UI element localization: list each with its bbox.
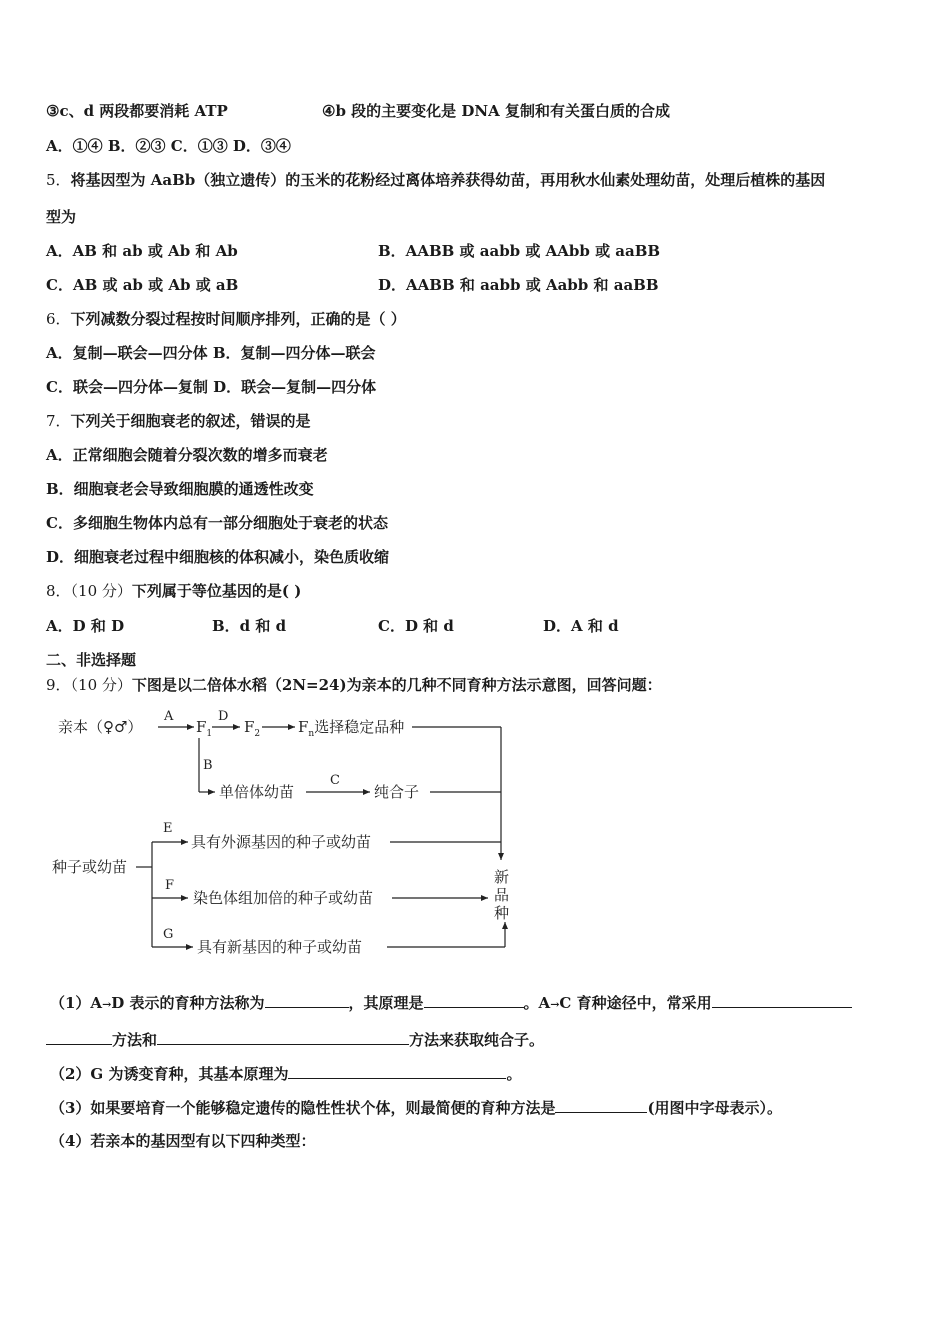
sub2-part-b: 。 xyxy=(506,1065,522,1083)
q7-option-c: C．多细胞生物体内总有一部分细胞处于衰老的状态 xyxy=(46,514,388,532)
sub-question-1 xyxy=(50,991,852,1016)
q8-number: 8．（10 分） xyxy=(46,582,132,600)
label-parent: 亲本（♀♂） xyxy=(58,718,143,736)
label-new-2: 品 xyxy=(494,886,510,904)
label-e-text: 具有外源基因的种子或幼苗 xyxy=(191,833,372,851)
q5-text: 将基因型为 AaBb（独立遗传）的玉米的花粉经过离体培养获得幼苗，再用秋水仙素处理幼苗，处理后植株的基因 xyxy=(70,171,826,189)
statement-4: ④b 段的主要变化是 DNA 复制和有关蛋白质的合成 xyxy=(322,102,670,120)
label-fn: $F_n$选择稳定品种 xyxy=(298,718,405,739)
label-pure: 纯合子 xyxy=(374,783,420,801)
q5-option-a: A．AB 和 ab 或 Ab 和 Ab xyxy=(46,242,238,260)
q8-option-c: C．D 和 d xyxy=(378,617,454,635)
blank-5[interactable] xyxy=(288,1062,506,1079)
q5-option-d: D．AABB 和 aabb 或 Aabb 和 aaBB xyxy=(378,276,659,294)
sub-question-1-continued xyxy=(46,1028,544,1051)
label-g-text: 具有新基因的种子或幼苗 xyxy=(197,938,363,956)
q6-options-cd: C．联会—四分体—复制 D．联会—复制—四分体 xyxy=(46,378,377,396)
label-seed: 种子或幼苗 xyxy=(52,858,128,876)
q7-text: 下列关于细胞衰老的叙述，错误的是 xyxy=(70,412,311,430)
q5-option-b: B．AABB 或 aabb 或 AAbb 或 aaBB xyxy=(378,242,661,260)
blank-3-continued[interactable] xyxy=(46,1028,112,1045)
q6-number: 6． xyxy=(46,310,71,328)
sub-question-2 xyxy=(50,1062,522,1085)
q9-text: 下图是以二倍体水稻（2N=24)为亲本的几种不同育种方法示意图，回答问题： xyxy=(131,676,662,694)
q8-text: 下列属于等位基因的是( ) xyxy=(131,582,302,600)
label-c: C xyxy=(330,773,340,788)
blank-3[interactable] xyxy=(712,991,852,1008)
label-f-text: 染色体组加倍的种子或幼苗 xyxy=(193,889,374,907)
label-a: A xyxy=(164,709,174,724)
q7-stem xyxy=(46,410,311,432)
q7-option-d: D．细胞衰老过程中细胞核的体积减小，染色质收缩 xyxy=(46,548,390,566)
sub1-part-e: C 育种途径中，常采用 xyxy=(559,994,712,1012)
sub2-part-a: （2）G 为诱变育种，其基本原理为 xyxy=(50,1065,289,1083)
q5-stem-continued: 型为 xyxy=(46,208,77,226)
q7-option-b: B．细胞衰老会导致细胞膜的通透性改变 xyxy=(46,480,314,498)
q7-number: 7． xyxy=(46,412,71,430)
label-f: F xyxy=(165,878,175,893)
q8-option-b: B．d 和 d xyxy=(212,617,287,635)
arrow-glyph-2: → xyxy=(550,998,560,1011)
q9-number: 9．（10 分） xyxy=(46,676,132,694)
q8-stem xyxy=(46,580,301,602)
sub1-part-d: 。A xyxy=(523,994,551,1012)
sub1-part-g: 方法来获取纯合子。 xyxy=(409,1031,545,1049)
label-e: E xyxy=(163,821,173,836)
q5-stem xyxy=(46,169,825,191)
q8-option-a: A．D 和 D xyxy=(46,617,125,635)
sub1-part-b: D 表示的育种方法称为 xyxy=(111,994,265,1012)
q6-stem xyxy=(46,308,406,330)
statement-3: ③c、d 两段都要消耗 ATP xyxy=(46,102,228,120)
breeding-diagram xyxy=(0,700,560,965)
q5-option-c: C．AB 或 ab 或 Ab 或 aB xyxy=(46,276,239,294)
label-new-3: 种 xyxy=(494,904,510,922)
sub1-part-a: （1）A xyxy=(50,994,103,1012)
sub-question-4: （4）若亲本的基因型有以下四种类型： xyxy=(50,1132,316,1150)
blank-6[interactable] xyxy=(555,1096,647,1113)
q6-options-ab: A．复制—联会—四分体 B．复制—四分体—联会 xyxy=(46,344,376,362)
label-d: D xyxy=(218,709,229,724)
label-f2: $F_2$ xyxy=(244,718,261,739)
sub1-part-c: ，其原理是 xyxy=(348,994,424,1012)
q6-text: 下列减数分裂过程按时间顺序排列，正确的是（ ） xyxy=(70,310,406,328)
arrow-glyph-1: → xyxy=(102,998,112,1011)
q8-option-d: D．A 和 d xyxy=(543,617,619,635)
q9-stem xyxy=(46,674,662,696)
blank-1[interactable] xyxy=(265,991,349,1008)
sub3-part-b: (用图中字母表示）。 xyxy=(647,1099,783,1117)
q5-number: 5． xyxy=(46,171,71,189)
sub-question-3 xyxy=(50,1096,782,1119)
q4-options: A．①④ B．②③ C．①③ D．③④ xyxy=(46,137,291,155)
q7-option-a: A．正常细胞会随着分裂次数的增多而衰老 xyxy=(46,446,328,464)
blank-2[interactable] xyxy=(424,991,524,1008)
sub3-part-a: （3）如果要培育一个能够稳定遗传的隐性性状个体，则最简便的育种方法是 xyxy=(50,1099,556,1117)
label-g: G xyxy=(163,927,174,942)
label-b: B xyxy=(203,758,213,773)
section-heading: 二、非选择题 xyxy=(46,651,137,669)
label-f1: $F_1$ xyxy=(196,718,213,739)
label-new-1: 新 xyxy=(494,868,510,886)
sub1-part-f: 方法和 xyxy=(112,1031,158,1049)
blank-4[interactable] xyxy=(157,1028,409,1045)
label-haploid: 单倍体幼苗 xyxy=(219,783,295,801)
